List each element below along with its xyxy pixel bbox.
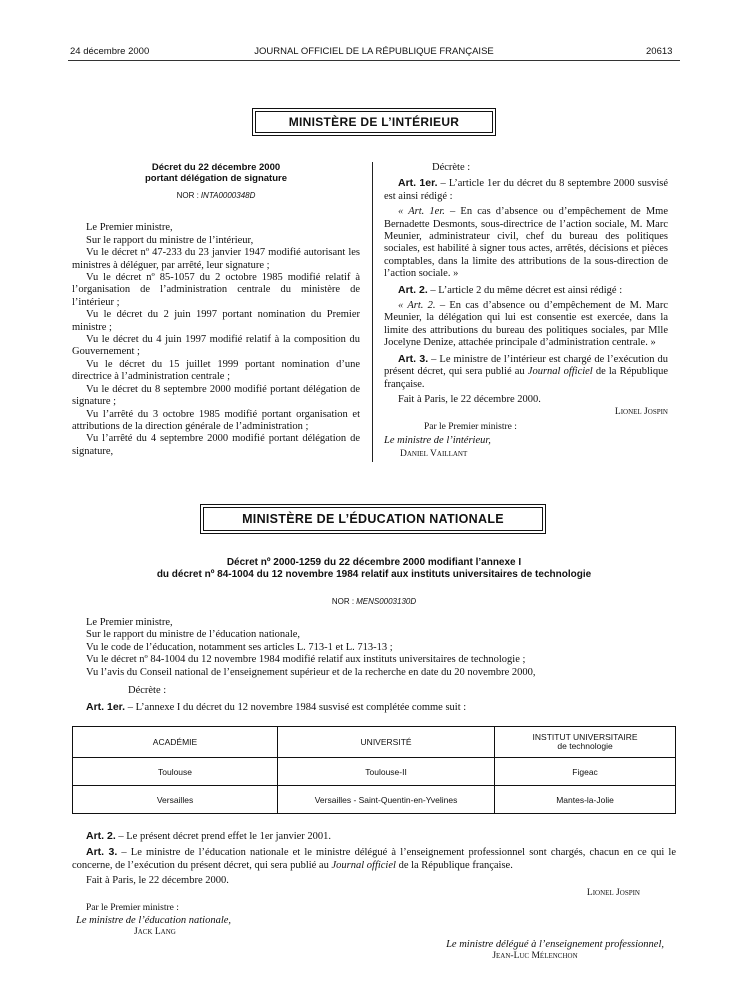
table-cell-academie: Toulouse: [73, 758, 278, 786]
interior-art3-text-a: – Le ministre de l’intérieur est chargé de l’exécution du présent décret, qui sera publié au: [384, 353, 669, 378]
interior-by-pm: Par le Premier ministre :: [424, 421, 517, 432]
education-art3-text-b: de la République française.: [395, 859, 513, 871]
education-art3: [72, 846, 676, 872]
interior-para: Le Premier ministre,: [86, 222, 173, 234]
interior-para: Vu le décret du 8 septembre 2000 modifié portant délégation de signature ;: [72, 383, 360, 408]
interior-nor-label: NOR :: [176, 191, 199, 200]
education-art1: [72, 701, 676, 714]
education-para: Vu le code de l’éducation, notamment ses articles L. 713-1 et L. 713-13 ;: [86, 641, 393, 653]
interior-done: Fait à Paris, le 22 décembre 2000.: [398, 393, 541, 405]
interior-para: Vu l’arrêté du 3 octobre 1985 modifié portant organisation et attributions de la direction générale de l’administration ;: [72, 408, 360, 432]
interior-decrete: Décrète :: [432, 162, 471, 173]
education-delegate-title: Le ministre délégué à l’enseignement professionnel,: [446, 939, 664, 950]
table-cell-iut: Figeac: [495, 758, 676, 786]
page-number: 20613: [646, 46, 673, 57]
journal-title: JOURNAL OFFICIEL DE LA RÉPUBLIQUE FRANÇAISE: [254, 46, 494, 57]
interior-para: Vu l’arrêté du 4 septembre 2000 modifié portant délégation de signature,: [72, 433, 360, 457]
education-minister-title: Le ministre de l’éducation nationale,: [76, 915, 232, 926]
interior-art1: [384, 177, 668, 203]
education-para: Le Premier ministre,: [86, 617, 173, 628]
education-para: Vu l’avis du Conseil national de l’enseignement supérieur et de la recherche en date du 20 novembre 2000,: [86, 666, 536, 678]
education-decree-title-1: Décret nº 2000-1259 du 22 décembre 2000 modifiant l’annexe I: [226, 557, 522, 568]
education-body: [72, 617, 676, 715]
table-header-universite: UNIVERSITÉ: [278, 727, 495, 758]
table-row: [73, 758, 676, 786]
ministry-education-title: MINISTÈRE DE L’ÉDUCATION NATIONALE: [203, 507, 543, 531]
table-cell-academie: Versailles: [73, 786, 278, 814]
interior-art2: [384, 284, 668, 297]
education-minister-name: Jack Lang: [134, 927, 176, 937]
interior-art1-quote-label: « Art. 1er.: [398, 206, 445, 218]
interior-art1-label: Art. 1er.: [398, 177, 438, 190]
education-art3-label: Art. 3.: [86, 846, 118, 859]
education-decrete: Décrète :: [128, 685, 167, 697]
education-para: Sur le rapport du ministre de l’éducation nationale,: [86, 629, 301, 641]
table-header-row: [73, 727, 676, 758]
interior-art2-label: Art. 2.: [398, 283, 428, 296]
education-nor: [72, 597, 676, 606]
interior-art3-text-b: de la République française.: [384, 366, 668, 390]
education-nor-code: MENS0003130D: [356, 597, 417, 606]
education-art1-label: Art. 1er.: [86, 701, 126, 714]
interior-para: Sur le rapport du ministre de l’intérieur,: [86, 234, 254, 246]
interior-art2-quote-text: – En cas d’absence ou d’empêchement de M. Marc Meunier, la délégation qui lui est consentie est exercée, dans la limite des attributions du bureau des politiques sociales, par Mlle Jocelyne Denize, attachée principale d’administration centrale. »: [384, 300, 669, 349]
education-decree-title-2: du décret nº 84-1004 du 12 novembre 1984 relatif aux instituts universitaires de technologie: [156, 569, 592, 580]
interior-art1-text: – L’article 1er du décret du 8 septembre 2000 susvisé est ainsi rédigé :: [384, 178, 668, 202]
interior-para: Vu le décret du 4 juin 1997 modifié relatif à la composition du Gouvernement ;: [72, 334, 360, 358]
education-signatory: Lionel Jospin: [586, 888, 640, 898]
education-closing: [72, 830, 676, 888]
interior-art2-quote-label: « Art. 2.: [398, 300, 436, 312]
interior-minister-title: Le ministre de l’intérieur,: [384, 435, 491, 447]
table-header-iut-line1: INSTITUT UNIVERSITAIRE: [532, 732, 638, 742]
interior-art1-quote: [384, 206, 668, 280]
interior-minister-name: Daniel Vaillant: [400, 448, 468, 459]
interior-art3-journal: Journal officiel: [527, 366, 593, 378]
interior-left-column: [72, 162, 360, 458]
interior-right-column: [384, 162, 668, 460]
table-header-iut-line2: de technologie: [557, 741, 613, 751]
table-cell-universite: Toulouse-II: [278, 758, 495, 786]
education-by-pm: Par le Premier ministre :: [86, 903, 179, 913]
interior-para: Vu le décret du 2 juin 1997 portant nomination du Premier ministre ;: [72, 309, 360, 333]
interior-nor-code: INTA0000348D: [200, 191, 256, 200]
interior-art1-quote-text: – En cas d’absence ou d’empêchement de Mme Bernadette Desmonts, sous-directrice de l’action sociale, M. Marc Meunier, administrateur civil, chef du bureau des politiques sociales, est habilité à signer tous actes, arrêtés, décisions et pièces comptables, dans la limite des attributions de la sous-direction de l’action sociale. »: [384, 206, 669, 280]
education-art2-text: – Le présent décret prend effet le 1er janvier 2001.: [115, 831, 332, 842]
education-art2-label: Art. 2.: [86, 830, 116, 842]
iut-table: [72, 726, 676, 814]
ministry-interior-box: [252, 108, 496, 136]
table-header-academie: ACADÉMIE: [73, 727, 278, 758]
interior-signatory: Lionel Jospin: [614, 407, 668, 418]
education-art1-text: – L’annexe I du décret du 12 novembre 1984 susvisé est complétée comme suit :: [125, 702, 467, 714]
education-nor-label: NOR :: [331, 597, 355, 606]
header-date: 24 décembre 2000: [70, 46, 150, 57]
column-divider: [372, 162, 373, 462]
interior-decree-title-2: portant délégation de signature: [145, 173, 287, 184]
interior-art3-label: Art. 3.: [398, 352, 429, 365]
education-para: Vu le décret nº 84-1004 du 12 novembre 1984 modifié relatif aux instituts universitaires de technologie ;: [86, 654, 526, 666]
interior-para: Vu le décret nº 85-1057 du 2 octobre 1985 modifié relatif à l’organisation de l’administration centrale du ministère de l’intérieur ;: [72, 272, 360, 308]
interior-para: Vu le décret nº 47-233 du 23 janvier 1947 modifié autorisant les ministres à déléguer, par arrêté, leur signature ;: [72, 247, 360, 271]
interior-nor: [72, 190, 360, 202]
header-rule: [68, 60, 680, 61]
education-delegate-name: Jean-Luc Mélenchon: [492, 951, 578, 961]
education-art3-journal: Journal officiel: [331, 859, 396, 871]
table-cell-universite: Versailles - Saint-Quentin-en-Yvelines: [278, 786, 495, 814]
interior-art3: [384, 353, 668, 391]
interior-art2-quote: [384, 300, 668, 350]
table-header-iut: [495, 727, 676, 758]
interior-para: Vu le décret du 15 juillet 1999 portant nomination d’une directrice à l’administration centrale ;: [72, 358, 360, 383]
ministry-interior-title: MINISTÈRE DE L’INTÉRIEUR: [255, 111, 493, 133]
education-done: Fait à Paris, le 22 décembre 2000.: [86, 875, 229, 887]
table-row: [73, 786, 676, 814]
education-art3-text-a: – Le ministre de l’éducation nationale et le ministre délégué à l’enseignement professionnel sont chargés, chacun en ce qui le concerne, de l’exécution du présent décret, qui sera publié au: [72, 847, 676, 871]
interior-art2-text: – L’article 2 du même décret est ainsi rédigé :: [427, 284, 623, 296]
ministry-education-box: [200, 504, 546, 534]
education-art2: [72, 830, 676, 843]
interior-decree-title-1: Décret du 22 décembre 2000: [151, 162, 281, 173]
table-cell-iut: Mantes-la-Jolie: [495, 786, 676, 814]
